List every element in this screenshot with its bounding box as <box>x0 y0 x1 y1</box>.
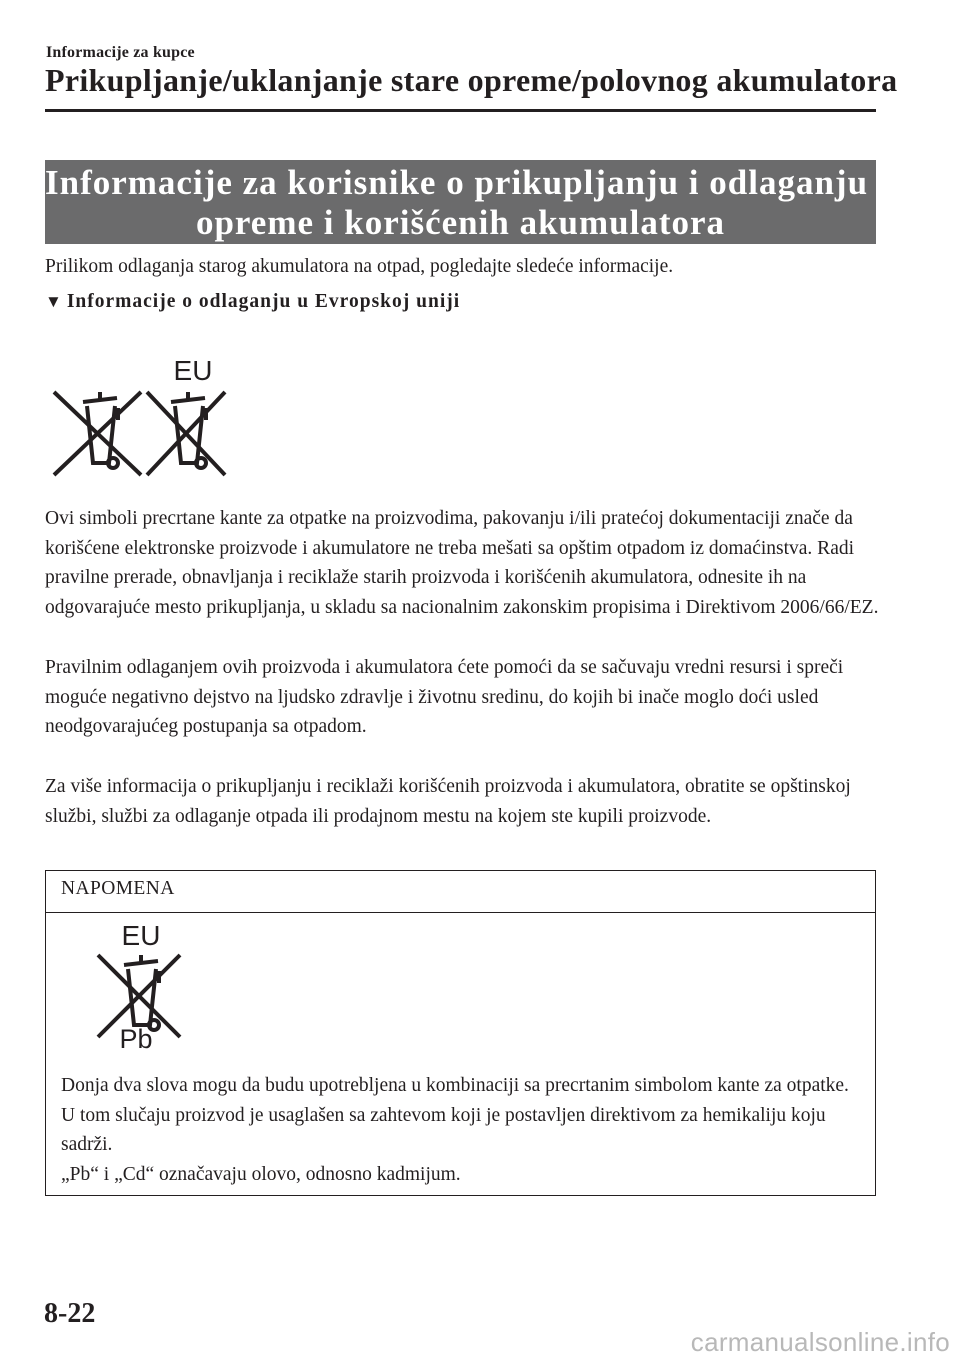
note-box <box>45 870 876 1196</box>
note-line-1: Donja dva slova mogu da budu upotrebljena u kombinaciji sa precrtanim simbolom kante za otpatke. U tom slučaju proizvod je usaglašen sa zahtevom koji je postavljen direktivom za hemikaliju koju sadrži. <box>61 1075 849 1155</box>
banner-title-line-1: Informacije za korisnike o prikupljanju i odlaganju stare <box>45 163 956 202</box>
note-line-2: „Pb“ i „Cd“ označavaju olovo, odnosno kadmijum. <box>61 1163 461 1185</box>
body-paragraph-2: Pravilnim odlaganjem ovih proizvoda i akumulatora ćete pomoći da se sačuvaju vredni resursi i spreči moguće negativno dejstvo na ljudsko zdravlje i životnu sredinu, do kojih bi inače moglo doći usled neodgovarajućeg postupanja sa otpadom. <box>45 657 844 737</box>
triangle-marker-icon: ▼ <box>45 292 62 311</box>
note-heading: NAPOMENA <box>61 878 175 899</box>
crossed-out-bin-icon <box>147 392 225 475</box>
subheading-text: Informacije o odlaganju u Evropskoj uniji <box>66 291 461 312</box>
section-banner <box>45 160 956 244</box>
weee-symbols <box>45 350 245 480</box>
pb-label: Pb <box>119 1024 153 1049</box>
eu-label: EU <box>173 355 213 386</box>
note-text <box>61 1071 866 1189</box>
weee-pb-symbol <box>86 921 196 1049</box>
note-header <box>46 871 875 913</box>
banner-title-line-2: opreme i korišćenih akumulatora <box>195 203 726 242</box>
watermark: carmanualsonline.info <box>690 1327 950 1357</box>
page-number: 8-22 <box>44 1298 96 1329</box>
body-paragraph-3: Za više informacija o prikupljanju i reciklaži korišćenih proizvoda i akumulatora, obratite se opštinskoj službi, službi za odlaganje otpada ili prodajnom mestu na kojem ste kupili proizvode. <box>45 776 851 827</box>
subheading <box>45 291 460 313</box>
body-paragraph-1: Ovi simboli precrtane kante za otpatke na proizvodima, pakovanju i/ili pratećoj dokumentaciji znače da korišćene elektronske proizvode i akumulatore ne treba mešati sa opštim otpadom iz domaćinstva. Radi pravilne prerade, obnavljanja i reciklaže starih proizvoda i korišćenih akumulatora, odnesite ih na odgovarajuće mesto prikupljanja, u skladu sa nacionalnim zakonskim propisima i Direktivom 2006/66/EZ. <box>45 508 879 618</box>
chapter-title: Prikupljanje/uklanjanje stare opreme/polovnog akumulatora <box>45 62 898 98</box>
intro-text: Prilikom odlaganja starog akumulatora na otpad, pogledajte sledeće informacije. <box>45 256 674 277</box>
eu-label: EU <box>121 921 161 951</box>
crossed-out-bin-icon <box>54 392 141 475</box>
section-kicker: Informacije za kupce <box>46 44 195 61</box>
header-rule <box>45 109 876 112</box>
